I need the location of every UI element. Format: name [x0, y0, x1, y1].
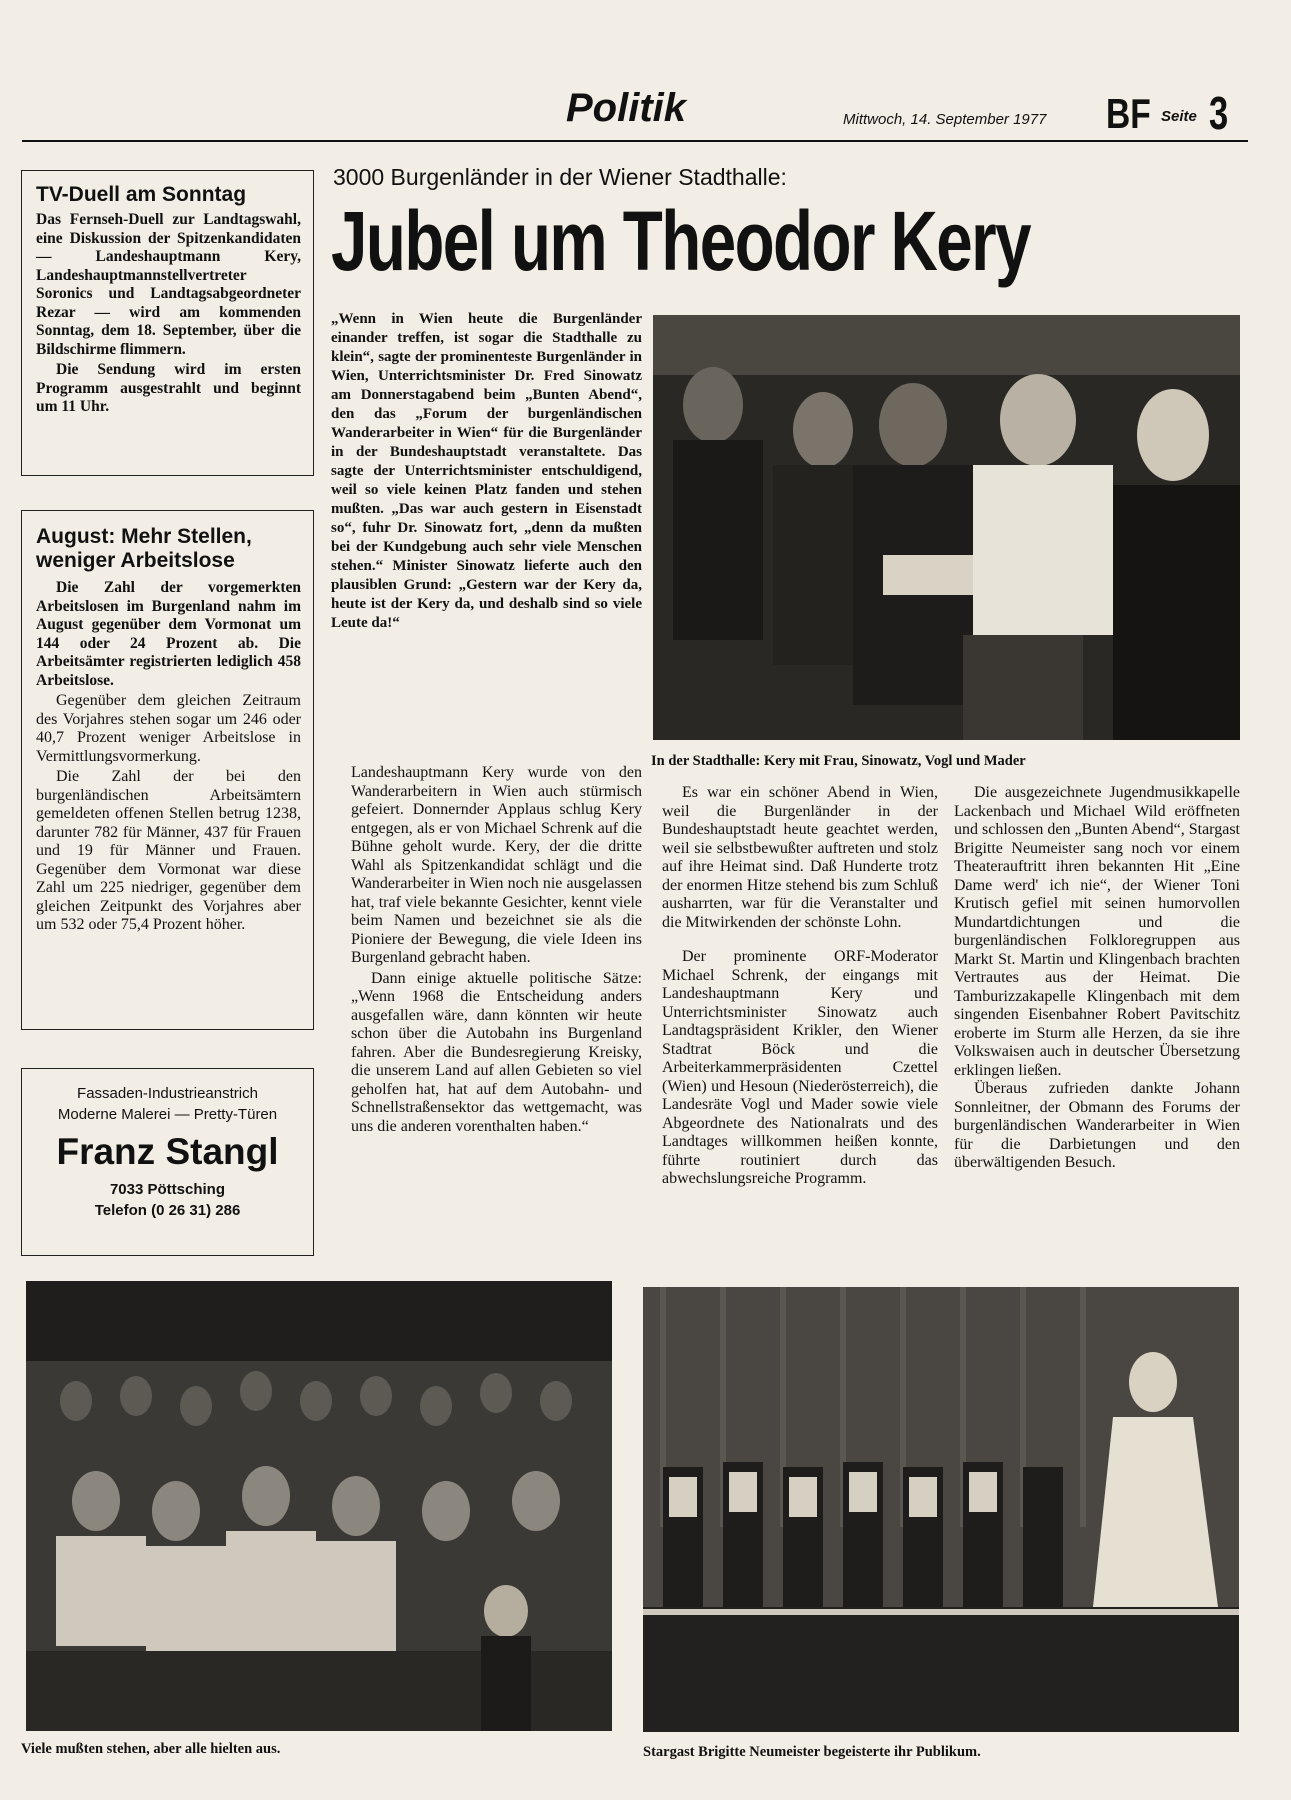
- tv-duel-box: [21, 170, 314, 476]
- section-title: Politik: [566, 86, 687, 130]
- photo-stadthalle-graphic: [653, 315, 1240, 740]
- newspaper-logo: BF: [1106, 90, 1151, 137]
- photo-stage-graphic: [643, 1287, 1239, 1732]
- caption-bottom-right: Stargast Brigitte Neumeister begeisterte ihr Publikum.: [643, 1744, 981, 1760]
- ad-address: 7033 Pöttsching: [109, 1181, 226, 1198]
- article-col2-p1: Es war ein schöner Abend in Wien, weil die Burgenländer in der Bundeshauptstadt heute geachtet werden, weil sie selbstbewußter auftreten und stolz auf ihre Heimat sind. Daß Hunderte trotz der enormen Hitze stehend bis zum Schluß ausharrten, war für die Veranstalter und die Mitwirkenden der schönste Lohn.: [662, 784, 938, 931]
- august-text-3: Die Zahl der bei den burgenländischen Arbeitsämtern gemeldeten offenen Stellen betrug 1238, darunter 782 für Männer, 437 für Frauen und 19 für Männer und Frauen. Gegenüber dem Vormonat war diese Zahl um 225 niedriger, gegenüber dem gleichen Zeitpunkt des Vorjahres aber um 532 oder 75,4 Prozent höher.: [36, 768, 301, 933]
- article-column-1: [351, 764, 642, 1136]
- photo-stadthalle: [653, 315, 1240, 740]
- august-text-1: Die Zahl der vorgemerkten Arbeitslosen im Burgenland nahm im August gegenüber dem Vormonat um 144 oder 24 Prozent ab. Die Arbeitsämter registrierten lediglich 458 Arbeitslose.: [36, 579, 301, 689]
- article-col3-p2: Überaus zufrieden dankte Johann Sonnleitner, der Obmann des Forums der burgenländischen Wanderarbeiter in Wien für die Darbietungen und den überwältigenden Besuch.: [954, 1080, 1240, 1171]
- photo-audience: [26, 1281, 612, 1731]
- article-lead: „Wenn in Wien heute die Burgenländer einander treffen, ist sogar die Stadthalle zu klein“, sagte der prominenteste Burgenländer in Wien, Unterrichtsminister Dr. Fred Sinowatz am Donnerstagabend beim „Bunten Abend“, den das „Forum der burgenländischen Wanderarbeiter in Wien“ für die Burgenländer in der Bundeshauptstadt veranstaltete. Das sagte der Unterrichtsminister entschuldigend, weil so viele keinen Platz fanden und stehen mußten. „Das war auch gestern in Eisenstadt so“, fuhr Dr. Sinowatz fort, „denn da mußten bei der Kundgebung auch sehr viele Menschen stehen.“ Minister Sinowatz lieferte auch den plausiblen Grund: „Gestern war der Kery da, heute ist der Kery da, und deshalb sind so viele Leute da!“: [331, 311, 642, 631]
- article-col1-p2: Dann einige aktuelle politische Sätze: „Wenn 1968 die Entscheidung anders ausgefallen wäre, dann könnten wir heute schon über die Autobahn ins Burgenland fahren. Aber die Bundesregierung Kreisky, die unserem Land auf allen Gebieten so viel geholfen hat, hat auf dem Autobahn- und Schnellstraßensektor das wettgemacht, was uns die anderen vorenthalten haben.“: [351, 969, 642, 1135]
- ad-phone: Telefon (0 26 31) 286: [94, 1202, 241, 1219]
- august-box: [21, 510, 314, 1030]
- article-lead-column: [331, 310, 642, 633]
- caption-top-photo: In der Stadthalle: Kery mit Frau, Sinowatz, Vogl und Mader: [651, 753, 1026, 769]
- article-column-2: [662, 784, 938, 1189]
- page-label: Seite: [1161, 108, 1197, 125]
- ad-line-1: Fassaden-Industrieanstrich: [77, 1085, 258, 1102]
- article-column-3: [954, 784, 1240, 1173]
- article-col1-p1: Landeshauptmann Kery wurde von den Wanderarbeitern in Wien auch stürmisch gefeiert. Donnernder Applaus schlug Kery entgegen, als er von Michael Schrenk auf die Bühne geholt wurde. Kery, der die dritte Wahl als Spitzenkandidat schlägt und die Wanderarbeiter in Wien noch nie ausgelassen hat, traf viele bekannte Gesichter, kennt viele beim Namen und bezeichnet sie als die Pioniere der Bewegung, die viele Ideen ins Burgenland gebracht haben.: [351, 764, 642, 966]
- advertisement: [21, 1068, 314, 1256]
- tv-duel-title: TV-Duell am Sonntag: [36, 183, 247, 206]
- article-kicker: 3000 Burgenländer in der Wiener Stadthalle:: [333, 164, 787, 190]
- august-text-2: Gegenüber dem gleichen Zeitraum des Vorjahres stehen sogar um 246 oder 40,7 Prozent weniger Arbeitslose in Vermittlungsvormerkung.: [36, 692, 301, 765]
- ad-line-2: Moderne Malerei — Pretty-Türen: [57, 1106, 278, 1123]
- article-col2-p2: Der prominente ORF-Moderator Michael Schrenk, der eingangs mit Landeshauptmann Kery und Unterrichtsminister Sinowatz auch Landtagspräsident Krikler, den Wiener Stadtrat Böck und die Arbeiterkammerpräsidenten Czettel (Wien) und Hesoun (Niederösterreich), die Landesräte Vogl und Mader sowie viele Abgeordnete des Nationalrats und des Landtages willkommen heißen konnte, führte routiniert durch das abwechslungsreiche Programm.: [662, 948, 938, 1187]
- tv-duel-text-1: Das Fernseh-Duell zur Landtagswahl, eine Diskussion der Spitzenkandidaten — Landeshauptmann Kery, Landeshauptmannstellvertreter Soronics und Landtagsabgeordneter Rezar — wird am kommenden Sonntag, dem 18. September, über die Bildschirme flimmern.: [36, 211, 301, 358]
- article-col3-p1: Die ausgezeichnete Jugendmusikkapelle Lackenbach und Michael Wild eröffneten und schlossen den „Bunten Abend“, Stargast Brigitte Neumeister sang noch vor einem Theaterauftritt ihren bekannten Hit „Eine Dame werd' ich nie“, der Wiener Toni Krutisch gefiel mit seinen humorvollen Mundartdichtungen und die burgenländischen Folkloregruppen aus Markt St. Martin und Klingenbach brachten Vertrautes aus der Heimat. Die Tamburizzakapelle Klingenbach mit dem singenden Eisenbahner Robert Pavitschitz eroberte im Sturm alle Herzen, da sie ihre Volkswaisen auch in deutscher Übersetzung erklingen ließen.: [954, 784, 1240, 1079]
- page-number: 3: [1209, 87, 1229, 139]
- photo-audience-graphic: [26, 1281, 612, 1731]
- header-rule: [22, 140, 1248, 142]
- photo-stage: [643, 1287, 1239, 1732]
- august-title: August: Mehr Stellen, weniger Arbeitslose: [36, 525, 252, 572]
- tv-duel-text-2: Die Sendung wird im ersten Programm ausgestrahlt und beginnt um 11 Uhr.: [36, 361, 301, 415]
- article-headline: Jubel um Theodor Kery: [331, 194, 1031, 288]
- caption-bottom-left: Viele mußten stehen, aber alle hielten aus.: [21, 1741, 281, 1757]
- issue-date: Mittwoch, 14. September 1977: [843, 111, 1047, 128]
- ad-company-name: Franz Stangl: [56, 1131, 279, 1172]
